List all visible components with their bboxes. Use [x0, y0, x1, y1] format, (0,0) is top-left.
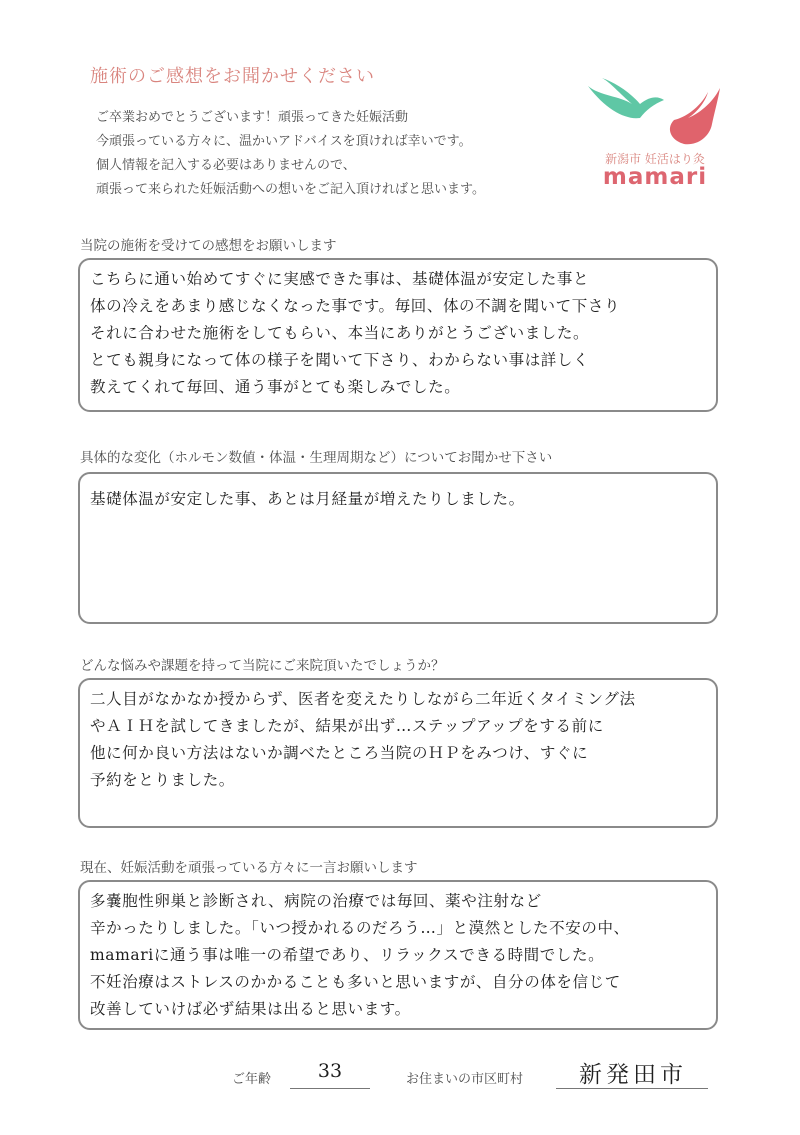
city-underline — [556, 1088, 708, 1089]
answer-line: 教えてくれて毎回、通う事がとても楽しみでした。 — [90, 378, 461, 396]
intro-line: 頑張って来られた妊娠活動への想いをご記入頂ければと思います。 — [96, 182, 485, 197]
answer-line: 辛かったりしました。「いつ授かれるのだろう…」と漠然とした不安の中、 — [90, 919, 630, 937]
age-underline — [290, 1088, 370, 1089]
question-2-answer-box — [78, 472, 718, 624]
answer-line: 予約をとりました。 — [90, 771, 235, 789]
answer-line: 基礎体温が安定した事、あとは月経量が増えたりしました。 — [90, 490, 525, 508]
answer-line: 不妊治療はストレスのかかることも多いと思いますが、自分の体を信じて — [90, 973, 621, 991]
intro-text — [96, 106, 485, 202]
answer-line: 二人目がなかなか授からず、医者を変えたりしながら二年近くタイミング法 — [90, 690, 636, 708]
intro-line: ご卒業おめでとうございます！頑張ってきた妊娠活動 — [96, 110, 409, 125]
city-label: お住まいの市区町村 — [406, 1072, 524, 1087]
answer-line: mamariに通う事は唯一の希望であり、リラックスできる時間でした。 — [90, 946, 605, 964]
age-value: 33 — [317, 1060, 343, 1082]
question-4-answer-box — [78, 880, 718, 1030]
answer-line: 改善していけば必ず結果は出ると思います。 — [90, 1000, 411, 1018]
answer-line: とても親身になって体の様子を聞いて下さり、わからない事は詳しく — [90, 351, 590, 369]
logo-tagline: 新潟市 妊活はり灸 — [605, 152, 705, 166]
intro-line: 今頑張っている方々に、温かいアドバイスを頂ければ幸いです。 — [96, 134, 472, 149]
answer-line: こちらに通い始めてすぐに実感できた事は、基礎体温が安定した事と — [90, 270, 590, 288]
answer-line: 体の冷えをあまり感じなくなった事です。毎回、体の不調を聞いて下さり — [90, 297, 621, 315]
question-1-answer-box — [78, 258, 718, 412]
question-3-label: どんな悩みや課題を持って当院にご来院頂いたでしょうか？ — [80, 658, 445, 674]
question-1-label: 当院の施術を受けての感想をお願いします — [80, 238, 337, 254]
question-4-label: 現在、妊娠活動を頑張っている方々に一言お願いします — [80, 860, 418, 876]
logo-name: mamari — [602, 164, 708, 190]
answer-line: 多嚢胞性卵巣と診断され、病院の治療では毎回、薬や注射など — [90, 892, 542, 910]
pink-bird-icon — [670, 88, 720, 144]
form-title: 施術のご感想をお聞かせください — [90, 66, 375, 87]
age-label: ご年齢 — [232, 1072, 272, 1087]
answer-line: 他に何か良い方法はないか調べたところ当院のＨＰをみつけ、すぐに — [90, 744, 589, 762]
green-bird-icon — [588, 78, 664, 118]
city-value: 新発田市 — [579, 1062, 687, 1088]
answer-line: やＡＩＨを試してきましたが、結果が出ず…ステップアップをする前に — [90, 717, 604, 735]
answer-line: それに合わせた施術をしてもらい、本当にありがとうございました。 — [90, 324, 590, 342]
intro-line: 個人情報を記入する必要はありませんので、 — [96, 158, 356, 173]
question-3-answer-box — [78, 678, 718, 828]
question-2-label: 具体的な変化（ホルモン数値・体温・生理周期など）についてお聞かせ下さい — [80, 450, 553, 466]
